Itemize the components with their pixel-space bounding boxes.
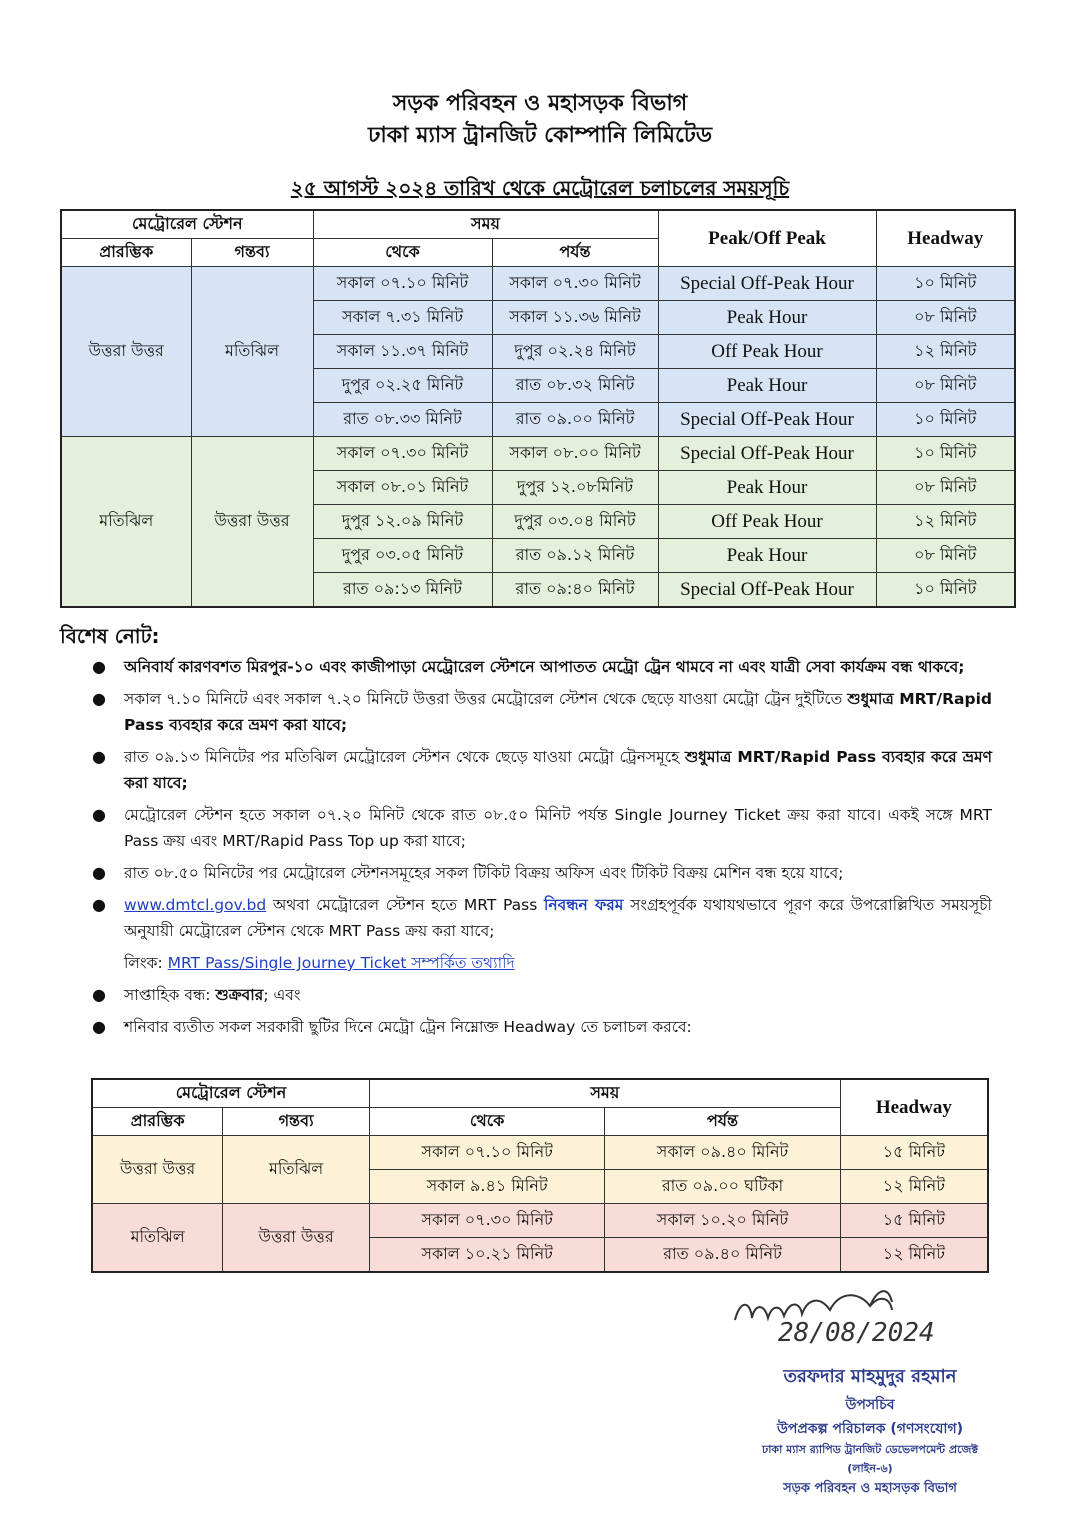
from-cell: সকাল ১০.২১ মিনিট (369, 1238, 604, 1273)
note-text: রাত ০৯.১৩ মিনিটের পর মতিঝিল মেট্রোরেল স্টেশন থেকে ছেড়ে যাওয়া মেট্রো ট্রেনসমূহে (124, 748, 685, 766)
bullet-icon: ● (92, 1017, 106, 1036)
list-item (92, 654, 992, 680)
header-station: মেট্রোরেল স্টেশন (92, 1079, 369, 1108)
headway-cell: ০৮ মিনিট (876, 301, 1015, 335)
header-time: সময় (369, 1079, 840, 1108)
list-item (92, 860, 992, 886)
from-cell: সকাল ০৭.১০ মিনিট (313, 267, 492, 301)
from-cell: সকাল ০৭.৩০ মিনিট (313, 437, 492, 471)
headway-cell: ১৫ মিনিট (840, 1136, 988, 1170)
holiday-group-motijheel-to-uttara (92, 1204, 988, 1273)
signatory-role: উপপ্রকল্প পরিচালক (গণসংযোগ) (776, 1421, 964, 1437)
headway-cell: ০৮ মিনিট (876, 539, 1015, 573)
list-item (92, 950, 992, 976)
from-cell: সকাল ০৮.০১ মিনিট (313, 471, 492, 505)
bullet-icon: ● (92, 747, 106, 766)
to-cell: সকাল ০৭.৩০ মিনিট (492, 267, 658, 301)
bullet-icon: ● (92, 863, 106, 882)
signatory-division: সড়ক পরিবহন ও মহাসড়ক বিভাগ (783, 1481, 957, 1496)
from-cell: সকাল ০৭.১০ মিনিট (369, 1136, 604, 1170)
from-cell: দুপুর ০৩.০৫ মিনিট (313, 539, 492, 573)
note-text: মেট্রোরেল স্টেশন হতে সকাল ০৭.২০ মিনিট থেকে রাত ০৮.৫০ মিনিট পর্যন্ত Single Journey Ticket ক্রয় করা যাবে। একই সঙ্গে MRT Pass ক্রয় এবং MRT/Rapid Pass Top up করা যাবে; (124, 806, 992, 850)
header-headway: Headway (840, 1079, 988, 1136)
note-text: ; এবং (263, 986, 301, 1004)
header-station: মেট্রোরেল স্টেশন (61, 210, 313, 239)
header-destination: গন্তব্য (191, 239, 313, 267)
bullet-icon: ● (92, 689, 106, 708)
company-heading: ঢাকা ম্যাস ট্রানজিট কোম্পানি লিমিটেড (367, 123, 713, 148)
peak-cell: Peak Hour (658, 539, 876, 573)
link-label: লিংক: (124, 954, 168, 972)
info-link[interactable]: MRT Pass/Single Journey Ticket সম্পর্কিত তথ্যাদি (167, 954, 515, 972)
to-cell: রাত ০৯.০০ মিনিট (492, 403, 658, 437)
header-from-time: থেকে (369, 1108, 604, 1136)
headway-cell: ১৫ মিনিট (840, 1204, 988, 1238)
schedule-title: ২৫ আগস্ট ২০২৪ তারিখ থেকে মেট্রোরেল চলাচলের সময়সূচি (290, 176, 790, 200)
signature-date: 28/08/2024 (778, 1318, 935, 1348)
table-row (61, 437, 1015, 471)
table-row (92, 1204, 988, 1238)
peak-cell: Special Off-Peak Hour (658, 573, 876, 608)
header-origin: প্রারম্ভিক (92, 1108, 223, 1136)
from-cell: সকাল ১১.৩৭ মিনিট (313, 335, 492, 369)
header-to-time: পর্যন্ত (492, 239, 658, 267)
origin-cell: মতিঝিল (61, 437, 191, 608)
destination-cell: মতিঝিল (223, 1136, 370, 1204)
holiday-schedule-table (91, 1078, 989, 1273)
headway-cell: ০৮ মিনিট (876, 471, 1015, 505)
bullet-icon: ● (92, 895, 106, 914)
peak-cell: Special Off-Peak Hour (658, 437, 876, 471)
holiday-group-uttara-to-motijheel (92, 1136, 988, 1204)
note-text-bold: শুক্রবার (215, 986, 264, 1004)
headway-cell: ১০ মিনিট (876, 437, 1015, 471)
to-cell: রাত ০৯:৪০ মিনিট (492, 573, 658, 608)
list-item (92, 892, 992, 944)
header-to-time: পর্যন্ত (605, 1108, 840, 1136)
notes-list (92, 654, 992, 1046)
website-link[interactable]: www.dmtcl.gov.bd (124, 896, 267, 914)
official-stamp (740, 1362, 1000, 1500)
header-from-time: থেকে (313, 239, 492, 267)
to-cell: সকাল ০৯.৪০ মিনিট (605, 1136, 840, 1170)
headway-cell: ১২ মিনিট (840, 1170, 988, 1204)
to-cell: রাত ০৯.১২ মিনিট (492, 539, 658, 573)
to-cell: সকাল ১১.৩৬ মিনিট (492, 301, 658, 335)
to-cell: সকাল ০৮.০০ মিনিট (492, 437, 658, 471)
destination-cell: উত্তরা উত্তর (191, 437, 313, 608)
note-text: অথবা মেট্রোরেল স্টেশন হতে MRT Pass (266, 896, 544, 914)
note-text: শনিবার ব্যতীত সকল সরকারী ছুটির দিনে মেট্রো ট্রেন নিম্নোক্ত Headway তে চলাচল করবে: (124, 1018, 692, 1036)
note-text: অনিবার্য কারণবশত মিরপুর-১০ এবং কাজীপাড়া মেট্রোরেল স্টেশনে আপাতত মেট্রো ট্রেন থামবে না এবং যাত্রী সেবা কার্যক্রম বন্ধ থাকবে; (124, 658, 965, 676)
list-item (92, 744, 992, 796)
to-cell: দুপুর ০৩.০৪ মিনিট (492, 505, 658, 539)
headway-cell: ১০ মিনিট (876, 403, 1015, 437)
peak-cell: Off Peak Hour (658, 335, 876, 369)
origin-cell: উত্তরা উত্তর (92, 1136, 223, 1204)
list-item (92, 982, 992, 1008)
origin-cell: উত্তরা উত্তর (61, 267, 191, 437)
header-peak: Peak/Off Peak (658, 210, 876, 267)
group-motijheel-to-uttara (61, 437, 1015, 608)
to-cell: রাত ০৯.৪০ মিনিট (605, 1238, 840, 1273)
to-cell: সকাল ১০.২০ মিনিট (605, 1204, 840, 1238)
note-text: সকাল ৭.১০ মিনিটে এবং সকাল ৭.২০ মিনিটে উত্তরা উত্তর মেট্রোরেল স্টেশন থেকে ছেড়ে যাওয়া মেট্রো ট্রেন দুইটিতে (124, 690, 848, 708)
list-item (92, 1014, 992, 1040)
note-text: সাপ্তাহিক বন্ধ: (124, 986, 216, 1004)
group-uttara-to-motijheel (61, 267, 1015, 437)
to-cell: রাত ০৯.০০ ঘটিকা (605, 1170, 840, 1204)
to-cell: রাত ০৮.৩২ মিনিট (492, 369, 658, 403)
header-origin: প্রারম্ভিক (61, 239, 191, 267)
bullet-icon: ● (92, 805, 106, 824)
destination-cell: মতিঝিল (191, 267, 313, 437)
from-cell: রাত ০৯:১৩ মিনিট (313, 573, 492, 608)
note-text-bold: শুধুমাত্র MRT/Rapid Pass ব্যবহার করে ভ্রমণ করা যাবে; (124, 748, 993, 792)
headway-cell: ১০ মিনিট (876, 573, 1015, 608)
peak-cell: Special Off-Peak Hour (658, 403, 876, 437)
signatory-name: তরফদার মাহমুদুর রহমান (783, 1366, 957, 1387)
notes-title: বিশেষ নোট: (60, 624, 160, 648)
from-cell: দুপুর ১২.০৯ মিনিট (313, 505, 492, 539)
from-cell: সকাল ৭.৩১ মিনিট (313, 301, 492, 335)
note-text: রাত ০৮.৫০ মিনিটের পর মেট্রোরেল স্টেশনসমূহের সকল টিকিট বিক্রয় অফিস এবং টিকিট বিক্রয় মেশিন বন্ধ হয়ে যাবে; (124, 864, 844, 882)
schedule-table (60, 209, 1016, 608)
table-row (61, 267, 1015, 301)
ministry-heading: সড়ক পরিবহন ও মহাসড়ক বিভাগ (392, 91, 688, 116)
headway-cell: ০৮ মিনিট (876, 369, 1015, 403)
header-time: সময় (313, 210, 658, 239)
to-cell: দুপুর ০২.২৪ মিনিট (492, 335, 658, 369)
peak-cell: Peak Hour (658, 301, 876, 335)
to-cell: দুপুর ১২.০৮মিনিট (492, 471, 658, 505)
bullet-icon: ● (92, 985, 106, 1004)
from-cell: সকাল ০৭.৩০ মিনিট (369, 1204, 604, 1238)
note-text: সংগ্রহপূর্বক যথাযথভাবে পূরণ করে উপরোল্লিখিত সময়সূচী অনুযায়ী মেট্রোরেল স্টেশন থেকে MRT Pass ক্রয় করা যাবে; (124, 896, 992, 940)
headway-cell: ১২ মিনিট (876, 505, 1015, 539)
header-headway: Headway (876, 210, 1015, 267)
header-destination: গন্তব্য (223, 1108, 370, 1136)
list-item (92, 686, 992, 738)
headway-cell: ১২ মিনিট (840, 1238, 988, 1273)
peak-cell: Off Peak Hour (658, 505, 876, 539)
from-cell: রাত ০৮.৩৩ মিনিট (313, 403, 492, 437)
peak-cell: Peak Hour (658, 471, 876, 505)
headway-cell: ১২ মিনিট (876, 335, 1015, 369)
list-item (92, 802, 992, 854)
origin-cell: মতিঝিল (92, 1204, 223, 1273)
bullet-icon: ● (92, 657, 106, 676)
note-text-bold: শুধুমাত্র MRT/Rapid Pass ব্যবহার করে ভ্রমণ করা যাবে; (124, 690, 992, 734)
headway-cell: ১০ মিনিট (876, 267, 1015, 301)
registration-form-text: নিবন্ধন ফরম (543, 896, 624, 914)
signatory-project: ঢাকা ম্যাস র‍্যাপিড ট্রানজিট ডেভেলপমেন্ট প্রজেক্ট (লাইন-৬) (761, 1443, 979, 1475)
peak-cell: Special Off-Peak Hour (658, 267, 876, 301)
from-cell: সকাল ৯.৪১ মিনিট (369, 1170, 604, 1204)
signatory-designation: উপসচিব (845, 1397, 895, 1413)
from-cell: দুপুর ০২.২৫ মিনিট (313, 369, 492, 403)
peak-cell: Peak Hour (658, 369, 876, 403)
table-row (92, 1136, 988, 1170)
destination-cell: উত্তরা উত্তর (223, 1204, 370, 1273)
